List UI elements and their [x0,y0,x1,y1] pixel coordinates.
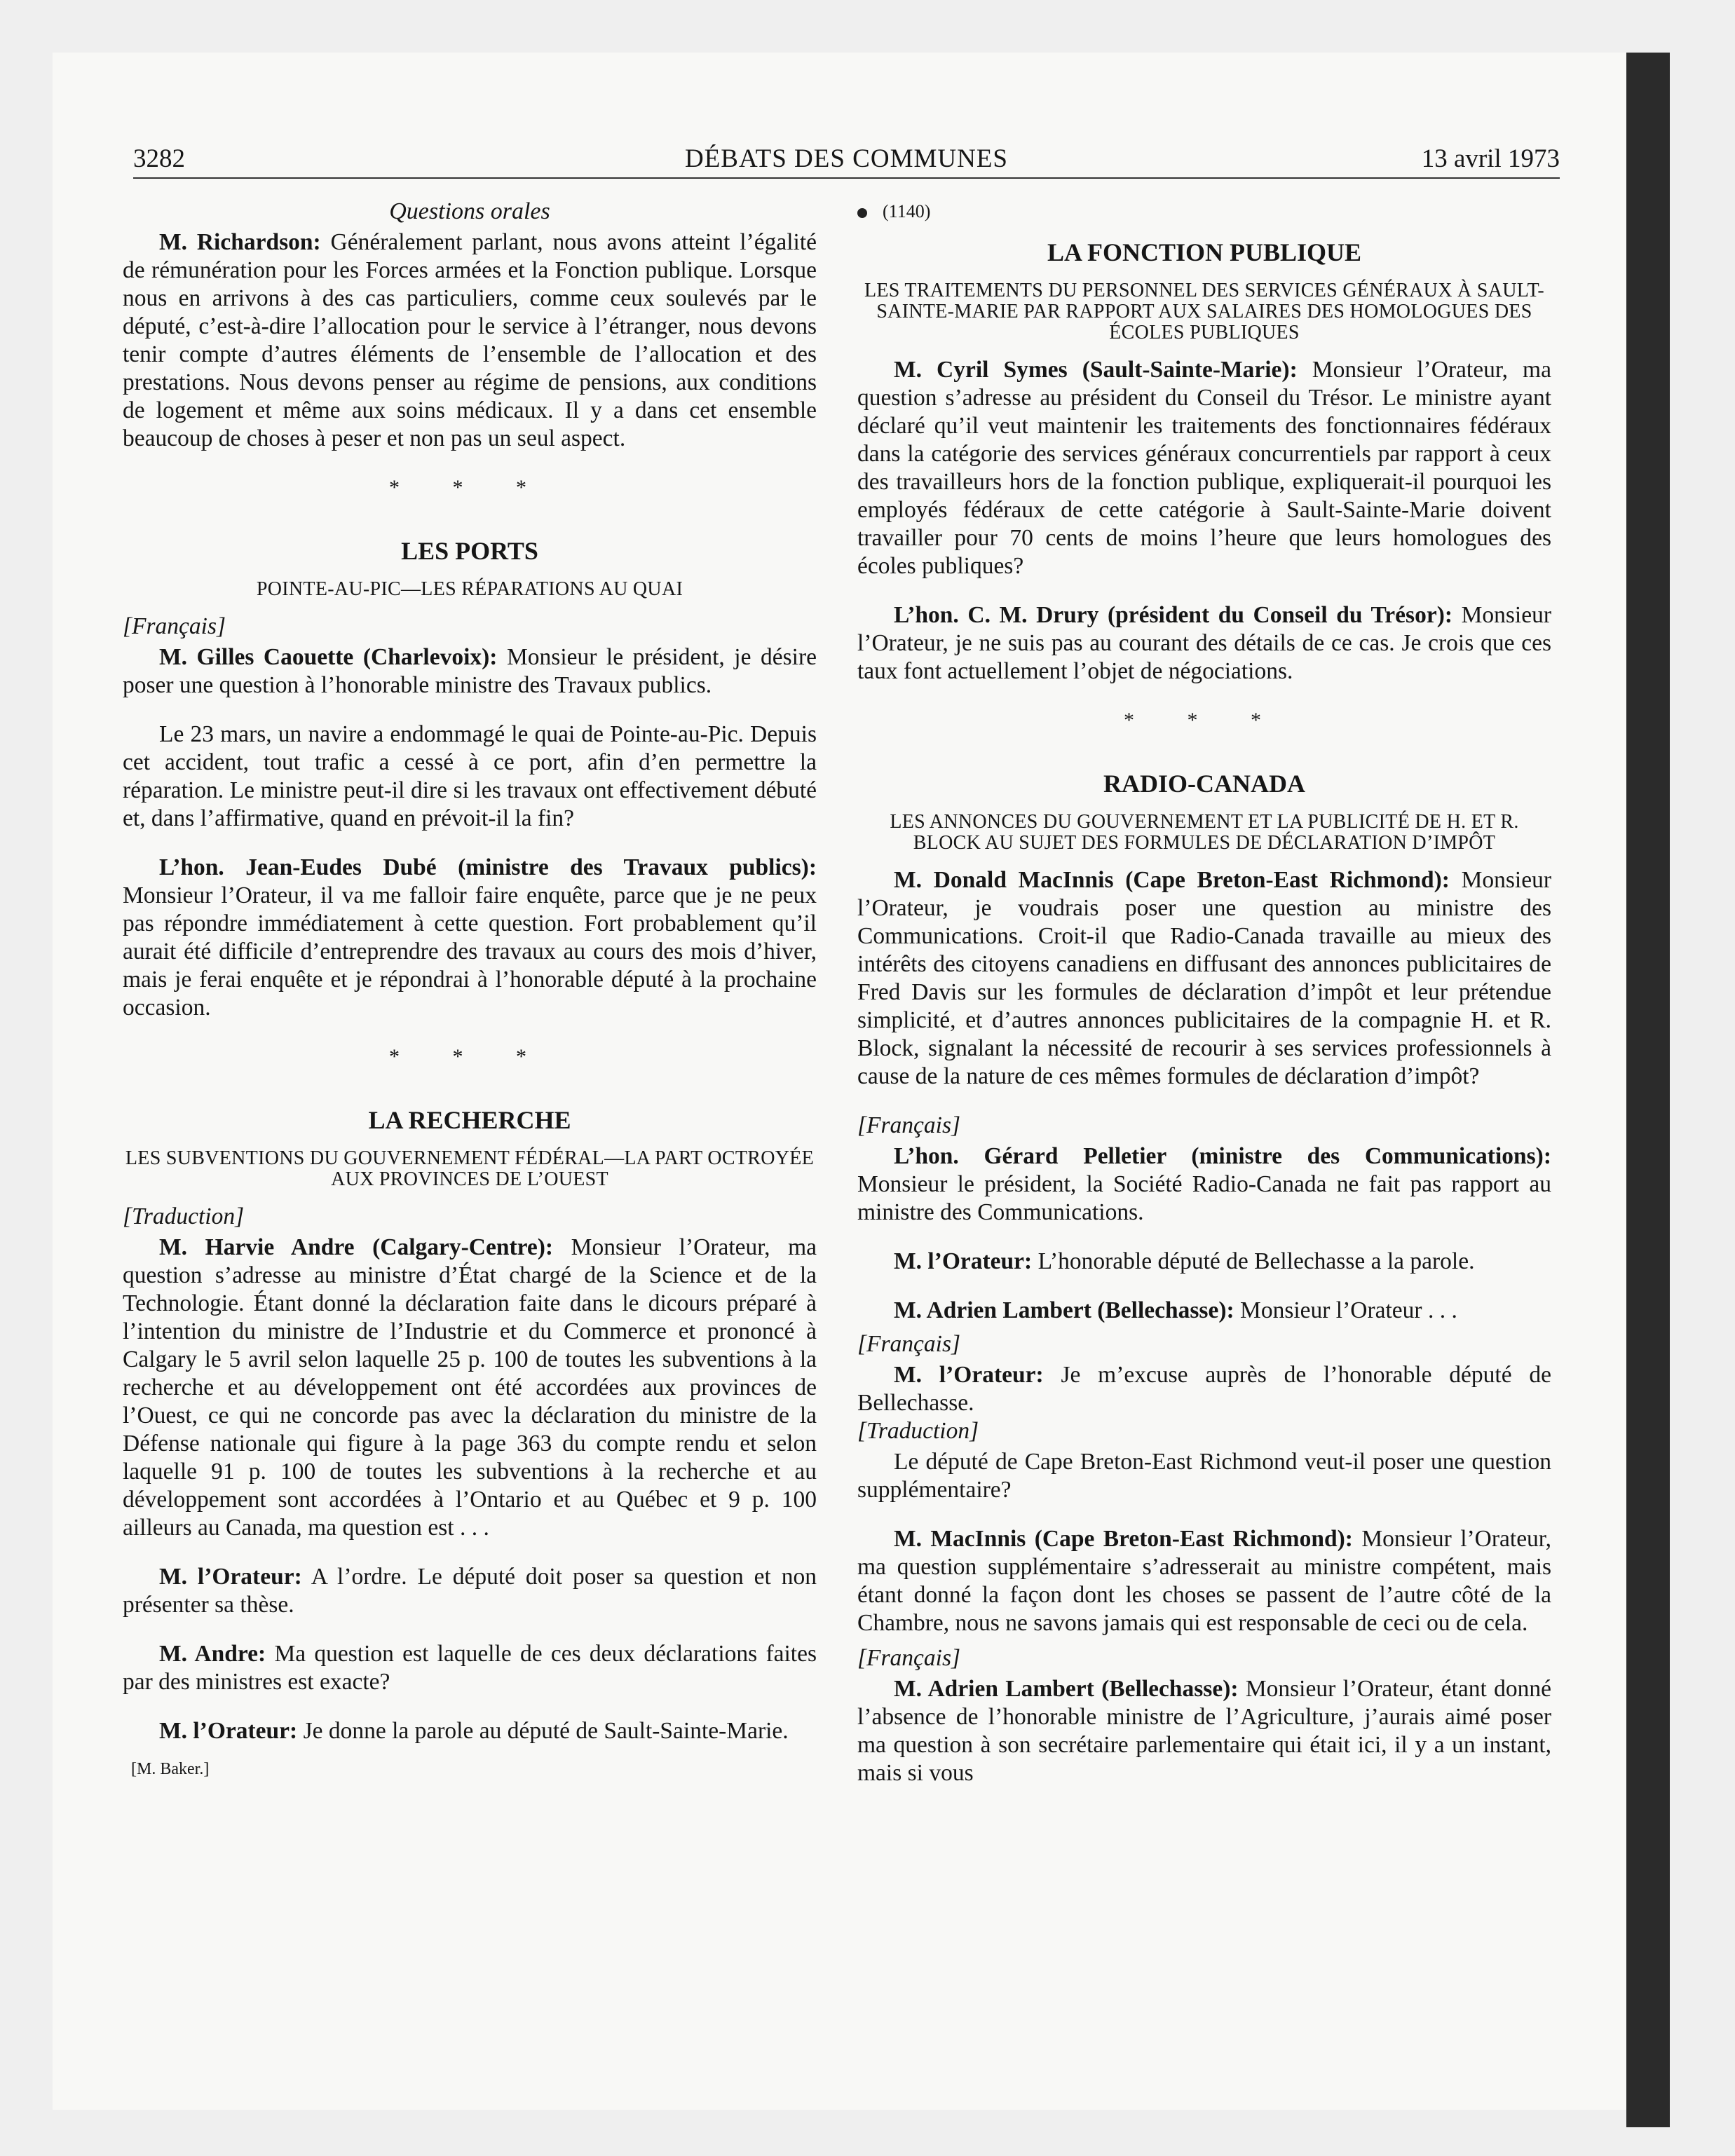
speech-text: Je donne la parole au député de Sault-Sainte-Marie. [297,1718,789,1744]
speech-paragraph [857,356,1551,580]
speech-text: Monsieur l’Orateur . . . [1234,1297,1457,1323]
speech-text: Monsieur l’Orateur, il va me falloir faire enquête, parce que je ne peux pas répondre immédiatement à cette question. Fort probablement qu’il aurait été difficile d’entreprendre des travaux au cours des mois d’hiver, mais je ferai enquête et je répondrai à l’honorable député à la prochaine occasion. [123,882,817,1021]
speaker: L’hon. C. M. Drury (président du Conseil du Trésor): [894,602,1453,628]
speaker: M. l’Orateur: [159,1564,302,1590]
speaker: M. Andre: [159,1641,266,1667]
speaker: M. Richardson: [159,229,321,255]
language-marker: [Traduction] [857,1418,979,1444]
section-title: LA RECHERCHE [368,1106,571,1134]
speaker: M. l’Orateur: [894,1248,1033,1274]
time-marker [857,198,1551,226]
section-subtitle: LES ANNONCES DU GOUVERNEMENT ET LA PUBLICITÉ DE H. ET R. BLOCK AU SUJET DES FORMULES DE DÉCLARATION D’IMPÔT [890,811,1519,854]
scan-edge-bar [1626,53,1670,2127]
speech-paragraph [857,1248,1551,1276]
speech-text: Monsieur l’Orateur, ma question s’adresse au président du Conseil du Trésor. Le ministre ayant déclaré qu’il veut maintenir les traitements des fonctionnaires fédéraux dans la catégorie des services généraux concurrentiels par rapport à ceux des travailleurs hors de la fonction publique, expliquerait-il pourquoi les employés fédéraux de cette catégorie à Sault-Sainte-Marie doivent travailler pour 70 cents de moins l’heure que leurs homologues des écoles publiques? [857,357,1551,579]
right-column [857,198,1551,1787]
page-date: 13 avril 1973 [1421,144,1560,173]
speech-paragraph [857,1142,1551,1227]
language-marker: [Français] [857,1331,961,1357]
speaker: M. l’Orateur: [894,1362,1044,1388]
speech-paragraph [857,601,1551,685]
speaker: L’hon. Gérard Pelletier (ministre des Communications): [894,1143,1551,1169]
left-column [123,198,817,1783]
bullet-icon [857,208,867,218]
speech-paragraph: Le député de Cape Breton-East Richmond veut-il poser une question supplémentaire? [857,1449,1551,1503]
speech-paragraph [857,1297,1551,1325]
speech-paragraph [857,866,1551,1091]
speaker: M. MacInnis (Cape Breton-East Richmond): [894,1526,1353,1552]
speech-paragraph [123,1640,817,1696]
speech-text: Monsieur l’Orateur, je voudrais poser une question au ministre des Communications. Croit-il que Radio-Canada travaille au mieux des intérêts des citoyens canadiens en diffusant des annonces publicitaires de Fred Davis sur les formules de déclaration d’impôt et leur prétendue simplicité, et d’autres annonces publicitaires de la compagnie H. et R. Block, signalant la nécessité de recourir à ses services professionnels à cause de la nature de ces mêmes formules de déclaration d’impôt? [857,867,1552,1089]
language-marker: [Français] [857,1645,961,1671]
page-header [133,144,1560,179]
section-separator: * * * [389,1045,550,1068]
section-title: RADIO-CANADA [1103,770,1305,798]
speech-text: Monsieur le président, je désire poser une question à l’honorable ministre des Travaux publics. [123,644,817,698]
speech-text: L’honorable député de Bellechasse a la parole. [1032,1248,1475,1274]
section-subtitle: POINTE-AU-PIC—LES RÉPARATIONS AU QUAI [256,578,683,600]
speech-paragraph [123,228,817,453]
speech-text: Monsieur l’Orateur, je ne suis pas au courant des détails de ce cas. Je crois que ces taux font actuellement l’objet de négociations. [857,602,1551,684]
language-marker: [Français] [857,1112,961,1138]
speech-paragraph [123,643,817,700]
footnote-marker: [M. Baker.] [131,1760,210,1778]
speaker: L’hon. Jean-Eudes Dubé (ministre des Travaux publics): [159,854,817,880]
publication-title: DÉBATS DES COMMUNES [684,144,1008,173]
speech-paragraph: Le 23 mars, un navire a endommagé le quai de Pointe-au-Pic. Depuis cet accident, tout trafic a cessé à ce port, afin d’en permettre la réparation. Le ministre peut-il dire si les travaux ont effectivement débuté et, dans l’affirmative, quand en prévoit-il la fin? [123,721,817,831]
speaker: M. l’Orateur: [159,1718,298,1744]
language-marker: [Traduction] [123,1203,245,1229]
speech-text: Ma question est laquelle de ces deux déclarations faites par des ministres est exacte? [123,1641,817,1695]
section-separator: * * * [389,476,550,499]
speaker: M. Adrien Lambert (Bellechasse): [894,1676,1239,1702]
speech-paragraph [857,1525,1551,1637]
speaker: M. Adrien Lambert (Bellechasse): [894,1297,1234,1323]
speech-text: Monsieur l’Orateur, ma question supplémentaire s’adresserait au ministre compétent, mais étant donné la façon dont les choses se passent de l’autre côté de la Chambre, nous ne savons jamais qui est responsable de ceci ou de cela. [857,1526,1551,1636]
speech-paragraph [123,1563,817,1619]
speaker: M. Harvie Andre (Calgary-Centre): [159,1234,554,1260]
section-separator: * * * [1124,709,1285,732]
speech-paragraph [857,1361,1551,1417]
speech-text: Monsieur le président, la Société Radio-Canada ne fait pas rapport au ministre des Communications. [857,1171,1551,1225]
section-subtitle: LES TRAITEMENTS DU PERSONNEL DES SERVICES GÉNÉRAUX À SAULT-SAINTE-MARIE PAR RAPPORT AUX SALAIRES DES HOMOLOGUES DES ÉCOLES PUBLIQUES [864,280,1545,343]
speaker: M. Cyril Symes (Sault-Sainte-Marie): [894,357,1298,383]
speech-text: A l’ordre. Le député doit poser sa question et non présenter sa thèse. [123,1564,817,1618]
speech-paragraph [123,854,817,1022]
section-title: LES PORTS [401,537,538,565]
speech-paragraph [123,1234,817,1542]
language-marker: [Français] [123,613,226,639]
speaker: M. Gilles Caouette (Charlevoix): [159,644,498,670]
section-heading: Questions orales [389,198,550,224]
section-subtitle: LES SUBVENTIONS DU GOUVERNEMENT FÉDÉRAL—LA PART OCTROYÉE AUX PROVINCES DE L’OUEST [125,1147,815,1190]
speech-paragraph [123,1717,817,1745]
speech-text: Je m’excuse auprès de l’honorable député de Bellechasse. [857,1362,1551,1416]
section-title: LA FONCTION PUBLIQUE [1047,238,1362,266]
time-text: (1140) [883,201,931,221]
speech-paragraph [857,1675,1551,1787]
speech-text: Monsieur l’Orateur, étant donné l’absence de l’honorable ministre de l’Agriculture, j’aurais aimé poser ma question à son secrétaire parlementaire qui était ici, il y a un instant, mais si vous [857,1676,1551,1786]
speech-text: Généralement parlant, nous avons atteint l’égalité de rémunération pour les Forces armées et la Fonction publique. Lorsque nous en arrivons à des cas particuliers, comme ceux soulevés par le député, c’est-à-dire l’allocation pour le service à l’étranger, nous devons tenir compte d’autres éléments de l’ensemble de l’allocation et des prestations. Nous devons penser au régime de pensions, aux conditions de logement et même aux soins médicaux. Il y a dans cet ensemble beaucoup de choses à peser et non pas un seul aspect. [123,229,817,451]
speech-text: Monsieur l’Orateur, ma question s’adresse au ministre d’État chargé de la Science et de la Technologie. Étant donné la déclaration faite dans le dicours préparé à l’intention du ministre de l’Industrie et du Commerce et prononcé à Calgary le 5 avril selon laquelle 25 p. 100 de toutes les subventions à la recherche et au développement ont été accordées aux provinces de l’Ouest, ce qui ne concorde pas avec la déclaration du ministre de la Défense nationale qui figure à la page 363 du compte rendu et selon laquelle 91 p. 100 de toutes les subventions à la recherche et au développement sont accordées à l’Ontario et au Québec et 9 p. 100 ailleurs au Canada, ma question est . . . [123,1234,817,1541]
speaker: M. Donald MacInnis (Cape Breton-East Richmond): [894,867,1450,893]
page-number: 3282 [133,144,185,173]
